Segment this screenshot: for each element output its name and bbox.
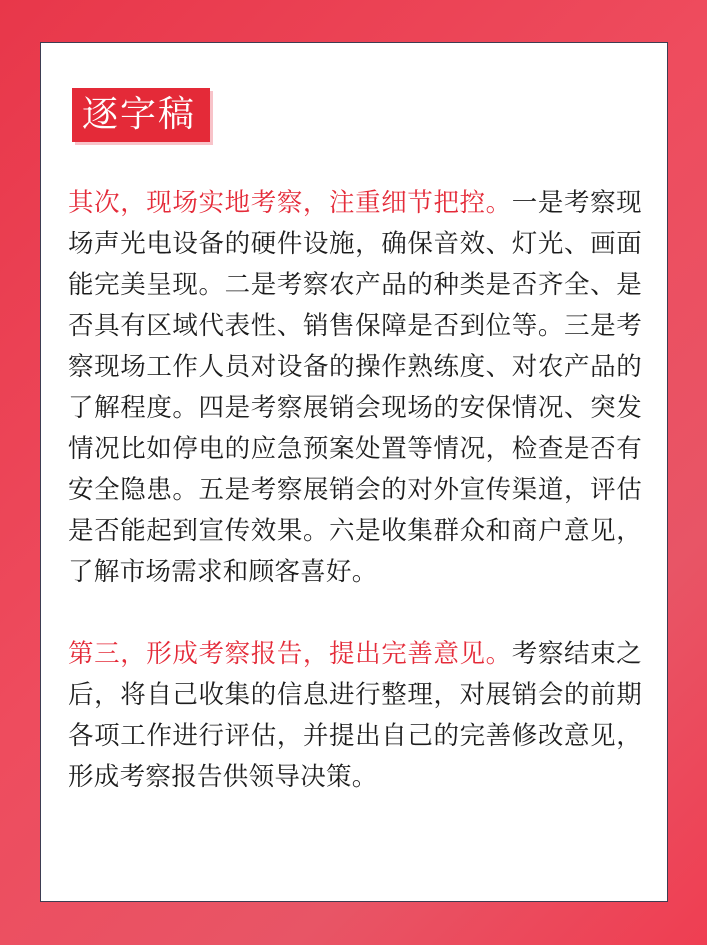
paragraph-lead: 其次，现场实地考察，注重细节把控。	[68, 188, 512, 218]
paragraph-lead: 第三，形成考察报告，提出完善意见。	[68, 639, 512, 669]
article-body	[68, 183, 642, 798]
paragraph-third-step	[68, 634, 642, 798]
paragraph-second-step	[68, 183, 642, 593]
paragraph-text: 一是考察现场声光电设备的硬件设施，确保音效、灯光、画面能完美呈现。二是考察农产品的种类是否齐全、是否具有区域代表性、销售保障是否到位等。三是考察现场工作人员对设备的操作熟练度、对农产品的了解程度。四是考察展销会现场的安保情况、突发情况比如停电的应急预案处置等情况，检查是否有安全隐患。五是考察展销会的对外宣传渠道，评估是否能起到宣传效果。六是收集群众和商户意见，了解市场需求和顾客喜好。	[68, 188, 642, 587]
paragraph-text: 考察结束之后，将自己收集的信息进行整理，对展销会的前期各项工作进行评估，并提出自己的完善修改意见，形成考察报告供领导决策。	[68, 639, 642, 792]
content-card	[40, 42, 668, 902]
title-badge: 逐字稿	[72, 88, 210, 142]
